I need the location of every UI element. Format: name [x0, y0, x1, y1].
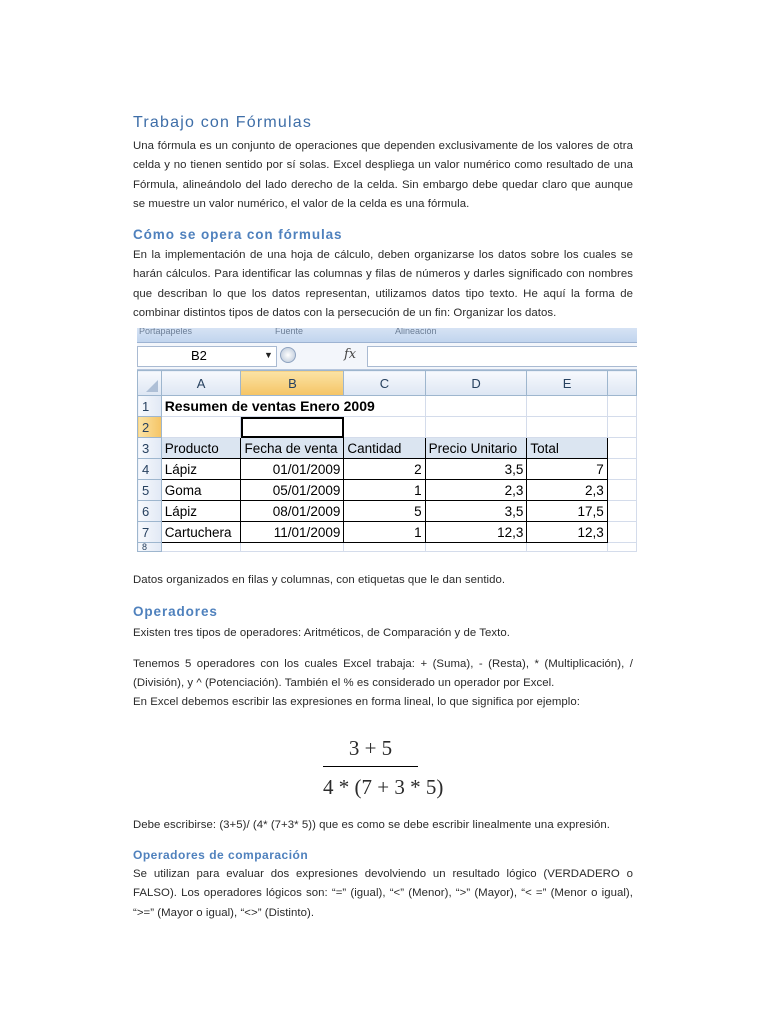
- ribbon-group-font: Fuente: [275, 328, 304, 336]
- fraction-denominator: 4 * (7 + 3 * 5): [323, 775, 444, 799]
- row-header-7[interactable]: 7: [138, 522, 162, 543]
- table-cell[interactable]: 2,3: [527, 480, 607, 501]
- header-cell-precio[interactable]: Precio Unitario: [425, 438, 527, 459]
- table-cell[interactable]: Cartuchera: [161, 522, 241, 543]
- cell[interactable]: [607, 417, 636, 438]
- cell[interactable]: [425, 417, 527, 438]
- table-cell[interactable]: 3,5: [425, 501, 527, 522]
- chevron-down-icon[interactable]: ▼: [264, 350, 273, 360]
- row-header-1[interactable]: 1: [138, 396, 162, 417]
- ribbon-group-alignment: Alineación: [395, 328, 437, 336]
- fraction-numerator: 3 + 5: [348, 736, 393, 760]
- cell[interactable]: [607, 459, 636, 480]
- table-cell[interactable]: 1: [344, 522, 425, 543]
- table-cell[interactable]: Lápiz: [161, 459, 241, 480]
- cell[interactable]: [527, 543, 607, 552]
- spreadsheet-screenshot: [137, 328, 637, 556]
- table-cell[interactable]: 7: [527, 459, 607, 480]
- table-cell[interactable]: 2: [344, 459, 425, 480]
- title-cell[interactable]: Resumen de ventas Enero 2009: [161, 396, 425, 417]
- cell[interactable]: [607, 501, 636, 522]
- header-cell-producto[interactable]: Producto: [161, 438, 241, 459]
- row-header-5[interactable]: 5: [138, 480, 162, 501]
- fraction-bar: [323, 766, 418, 767]
- cell[interactable]: [527, 396, 607, 417]
- cell[interactable]: [607, 522, 636, 543]
- column-header-b[interactable]: B: [241, 371, 344, 396]
- formula-input[interactable]: [367, 346, 637, 367]
- cell[interactable]: [425, 396, 527, 417]
- operators-paragraph-2: Tenemos 5 operadores con los cuales Excel trabaja: + (Suma), - (Resta), * (Multiplicación), / (División), y ^ (Potenciación). También el % es considerado un operador por Excel.: [133, 658, 633, 690]
- table-cell[interactable]: 01/01/2009: [241, 459, 344, 480]
- row-header-8[interactable]: 8: [138, 543, 162, 552]
- section-heading-operators: Operadores: [133, 604, 218, 619]
- header-cell-total[interactable]: Total: [527, 438, 607, 459]
- comparison-paragraph: Se utilizan para evaluar dos expresiones devolviendo un resultado lógico (VERDADERO o FALSO). Los operadores lógicos son: “=” (igual), “<” (Menor), “>” (Mayor), “< =” (Menor o igual), “>=” (Mayor o igual), “<>” (Distinto).: [133, 868, 633, 919]
- cell[interactable]: [161, 543, 241, 552]
- fraction-expression: [323, 733, 444, 801]
- table-cell[interactable]: 11/01/2009: [241, 522, 344, 543]
- figure-caption: Datos organizados en filas y columnas, con etiquetas que le dan sentido.: [133, 574, 506, 586]
- table-cell[interactable]: 1: [344, 480, 425, 501]
- row-header-6[interactable]: 6: [138, 501, 162, 522]
- table-cell[interactable]: 12,3: [425, 522, 527, 543]
- table-cell[interactable]: 17,5: [527, 501, 607, 522]
- column-header-f[interactable]: [607, 371, 636, 396]
- cell[interactable]: [607, 438, 636, 459]
- column-header-c[interactable]: C: [344, 371, 425, 396]
- formula-bar-toggle-icon[interactable]: [280, 347, 296, 363]
- column-header-d[interactable]: D: [425, 371, 527, 396]
- formula-bar: [137, 343, 637, 370]
- table-cell[interactable]: 05/01/2009: [241, 480, 344, 501]
- table-cell[interactable]: 2,3: [425, 480, 527, 501]
- operators-paragraph-4: Debe escribirse: (3+5)/ (4* (7+3* 5)) que es como se debe escribir linealmente una expresión.: [133, 819, 610, 831]
- cell[interactable]: [344, 543, 425, 552]
- ribbon-group-clipboard: Portapapeles: [139, 328, 193, 336]
- section-heading-operate: Cómo se opera con fórmulas: [133, 227, 343, 242]
- operate-paragraph: En la implementación de una hoja de cálculo, deben organizarse los datos sobre los cuales se harán cálculos. Para identificar las columnas y filas de números y darles significado con nombres que describan lo que los datos representan, utilizamos datos tipo texto. He aquí la forma de combinar distintos tipos de datos con la persecución de un fin: Organizar los datos.: [133, 249, 633, 319]
- cell[interactable]: [161, 417, 241, 438]
- operators-paragraph-3: En Excel debemos escribir las expresiones en forma lineal, lo que significa por ejemplo:: [133, 696, 580, 708]
- header-cell-fecha[interactable]: Fecha de venta: [241, 438, 344, 459]
- cell[interactable]: [344, 417, 425, 438]
- cell-grid: [137, 370, 637, 552]
- cell[interactable]: [607, 480, 636, 501]
- page-title: Trabajo con Fórmulas: [133, 114, 313, 131]
- fx-icon[interactable]: fx: [344, 347, 357, 362]
- select-all-icon: [146, 380, 158, 392]
- intro-paragraph: Una fórmula es un conjunto de operaciones que dependen exclusivamente de los valores de otra celda y no tienen sentido por sí solas. Excel despliega un valor numérico como resultado de una Fórmula, alineándolo del lado derecho de la celda. Sin embargo debe quedar claro que aunque se muestre un valor numérico, el valor de la celda es una fórmula.: [133, 140, 633, 210]
- section-heading-comparison: Operadores de comparación: [133, 848, 309, 862]
- table-cell[interactable]: 08/01/2009: [241, 501, 344, 522]
- header-cell-cantidad[interactable]: Cantidad: [344, 438, 425, 459]
- cell[interactable]: [425, 543, 527, 552]
- active-cell-b2[interactable]: [241, 417, 344, 438]
- ribbon-strip: [137, 328, 637, 343]
- operators-paragraph-1: Existen tres tipos de operadores: Aritméticos, de Comparación y de Texto.: [133, 627, 510, 639]
- table-cell[interactable]: 5: [344, 501, 425, 522]
- row-header-4[interactable]: 4: [138, 459, 162, 480]
- cell[interactable]: [241, 543, 344, 552]
- column-header-e[interactable]: E: [527, 371, 607, 396]
- table-cell[interactable]: 12,3: [527, 522, 607, 543]
- name-box-value: B2: [191, 348, 207, 363]
- column-header-a[interactable]: A: [161, 371, 241, 396]
- select-all-corner[interactable]: [138, 371, 162, 396]
- table-cell[interactable]: Goma: [161, 480, 241, 501]
- cell[interactable]: [527, 417, 607, 438]
- table-cell[interactable]: 3,5: [425, 459, 527, 480]
- row-header-3[interactable]: 3: [138, 438, 162, 459]
- row-header-2[interactable]: 2: [138, 417, 162, 438]
- cell[interactable]: [607, 396, 636, 417]
- cell[interactable]: [607, 543, 636, 552]
- table-cell[interactable]: Lápiz: [161, 501, 241, 522]
- name-box[interactable]: [137, 346, 277, 367]
